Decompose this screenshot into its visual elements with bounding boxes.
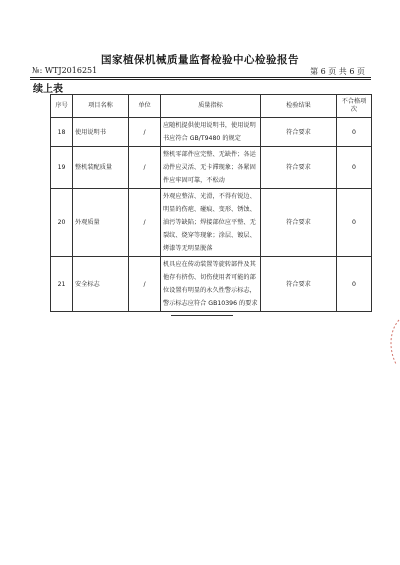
header-nonconform: 不合格项 次 <box>337 95 372 118</box>
continued-label: 续上表 <box>33 84 63 95</box>
row-nonconform: 0 <box>337 118 372 147</box>
row-item: 整机装配质量 <box>73 147 129 189</box>
table-row <box>51 189 372 257</box>
row-seq: 18 <box>51 118 73 147</box>
row-seq: 19 <box>51 147 73 189</box>
row-unit: / <box>129 189 161 257</box>
row-result: 符合要求 <box>261 257 337 312</box>
row-spec: 外观应整洁、光滑，不得有锐边、明显的伤疤、碰痕、变形、锈蚀、油污等缺陷；焊接部位应平整、无裂纹、烧穿等现象；涂层、镀层、烤漆等无明显脱落 <box>161 189 261 257</box>
row-nonconform: 0 <box>337 189 372 257</box>
inspection-table <box>50 94 372 312</box>
report-number <box>32 66 97 75</box>
row-unit: / <box>129 257 161 312</box>
row-seq: 21 <box>51 257 73 312</box>
row-unit: / <box>129 147 161 189</box>
header-unit: 单位 <box>129 95 161 118</box>
row-seq: 20 <box>51 189 73 257</box>
row-nonconform: 0 <box>337 257 372 312</box>
row-item: 使用说明书 <box>73 118 129 147</box>
header-seq: 序号 <box>51 95 73 118</box>
row-item: 安全标志 <box>73 257 129 312</box>
row-spec: 应随机提供使用说明书，使用说明书应符合 GB/T9480 的规定 <box>161 118 261 147</box>
row-result: 符合要求 <box>261 118 337 147</box>
row-unit: / <box>129 118 161 147</box>
table-header-row <box>51 95 372 118</box>
seal-edge-mark <box>384 318 400 366</box>
row-item: 外观质量 <box>73 189 129 257</box>
table-row <box>51 257 372 312</box>
table-row <box>51 147 372 189</box>
header-item: 项目名称 <box>73 95 129 118</box>
table-row <box>51 118 372 147</box>
row-spec: 机具应在传动装置等旋转部件及其他存有挤伤、切伤使用者可能的部位设置有明显的永久性警示标志，警示标志应符合 GB10396 的要求 <box>161 257 261 312</box>
header-rule-top <box>30 77 371 78</box>
header-rule-bottom <box>30 79 371 80</box>
row-result: 符合要求 <box>261 147 337 189</box>
row-spec: 整机零部件应完整、无缺件；各运动件应灵活、无卡滞现象；各紧固件应牢固可靠，不松动 <box>161 147 261 189</box>
row-result: 符合要求 <box>261 189 337 257</box>
document-title: 国家植保机械质量监督检验中心检验报告 <box>101 54 299 66</box>
header-spec: 质量指标 <box>161 95 261 118</box>
end-of-table-rule <box>171 315 233 316</box>
row-nonconform: 0 <box>337 147 372 189</box>
report-number-label: №: <box>32 66 43 75</box>
header-result: 检验结果 <box>261 95 337 118</box>
page-indicator: 第 6 页 共 6 页 <box>310 67 365 76</box>
report-number-value: WTJ2016251 <box>44 66 98 75</box>
